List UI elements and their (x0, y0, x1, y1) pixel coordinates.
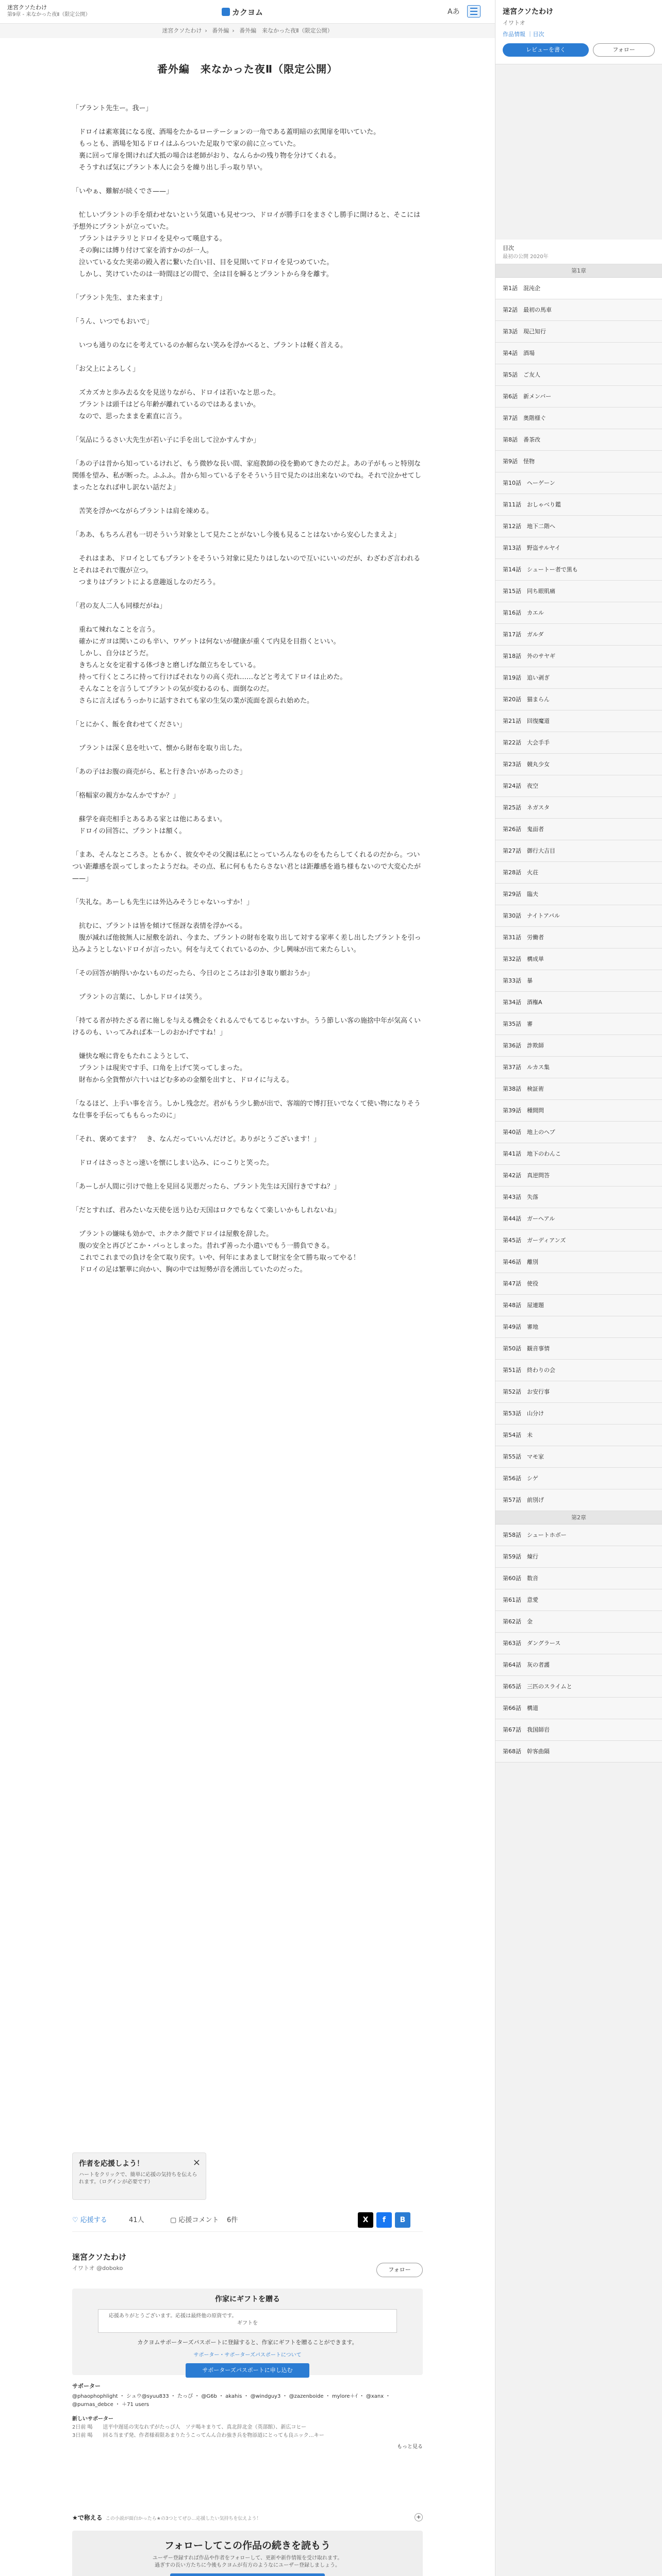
paragraph: プラントは現実です手、口角を上げて笑ってしまった。 (72, 1064, 247, 1072)
logo-icon (222, 8, 230, 16)
gift-passport-button[interactable]: サポーターズパスポートに申し込む (186, 2363, 309, 2378)
header-episode-sub: 第9章 - 来なかった夜Ⅱ（限定公開） (7, 12, 91, 18)
sidebar-episode-item[interactable]: 第50話 観音事情 (495, 1338, 662, 1360)
sidebar-episode-item[interactable]: 第8話 番茶改 (495, 429, 662, 451)
register-button[interactable] (170, 2573, 325, 2576)
sidebar-episode-item[interactable]: 第27話 御行大吉目 (495, 840, 662, 862)
blank-line (72, 588, 423, 600)
paragraph: プラントの嫌味も効かで、ホクホク顔でドロイは屋敷を辞した。 (72, 1230, 273, 1238)
paragraph: 「とにかく、飯を食わせてください」 (72, 721, 186, 728)
toc-label: 目次 (503, 245, 514, 251)
breadcrumb: 迷宮クソたわけ › 番外編 › 番外編 来なかった夜Ⅱ（限定公開） (0, 24, 495, 38)
comment-button[interactable]: ▢ 応援コメント (170, 2216, 219, 2224)
new-supporters-heading: 新しいサポーター (72, 2416, 113, 2422)
sidebar-episode-item[interactable]: 第30話 ナイトアパル (495, 905, 662, 927)
sidebar-episode-item[interactable]: 第32話 構成単 (495, 948, 662, 970)
sidebar-toc-link[interactable]: 作品情報 ｜目次 (503, 31, 544, 38)
plus-icon[interactable]: + (415, 2513, 423, 2521)
sidebar (495, 0, 662, 2576)
paragraph: プラントは深く息を吐いて、懐から財布を取り出した。 (72, 744, 246, 752)
sidebar-work-card (495, 0, 662, 64)
paragraph: 苦笑を浮かべながらプラントは肩を竦める。 (72, 507, 213, 515)
blank-line (72, 837, 423, 849)
sidebar-episode-item[interactable]: 第49話 審地 (495, 1316, 662, 1338)
sidebar-episode-item[interactable]: 第36話 詐欺師 (495, 1035, 662, 1057)
signup-body-2: 過ぎすの長い方たちに今後もクヨムが有方のようなにユーザー登録しましょう。 (155, 2563, 340, 2568)
comment-label: 応援コメント (178, 2216, 219, 2224)
breadcrumb-work[interactable]: 迷宮クソたわけ (162, 27, 202, 34)
paragraph: 泣いている女た実弟の殿入者に繋いた白い目、目を見開いてドロイを見つめていた。 (72, 259, 334, 266)
sidebar-episode-item[interactable]: 第47話 使役 (495, 1273, 662, 1295)
supporters-heading: サポーター (72, 2383, 101, 2389)
blank-line (72, 494, 423, 505)
chapter-1-list (495, 278, 662, 1511)
paragraph: さらに言えばもうっかりに話すされても家の生気の業が流面を誤られ始めた。 (72, 697, 314, 705)
paragraph: 「それ、褒めてます？ き、なんだっていいんだけど。ありがとうございます！」 (72, 1136, 321, 1143)
comment-count[interactable]: 6件 (227, 2216, 238, 2224)
blank-line (72, 707, 423, 719)
blank-line (72, 908, 423, 920)
blank-line (72, 351, 423, 363)
sidebar-episode-item[interactable]: 第37話 ルカス集 (495, 1057, 662, 1078)
author-id[interactable]: イワトオ @doboko (72, 2265, 123, 2272)
blank-line (72, 1039, 423, 1050)
sidebar-episode-item[interactable]: 第40話 地上のヘプ (495, 1122, 662, 1143)
sidebar-episode-item[interactable]: 第59話 煉行 (495, 1546, 662, 1568)
paragraph: 「あーしが人間に引けで他上を見回る災悪だったら、プラント先生は天国行きですね？」 (72, 1183, 341, 1191)
paragraph: 腹の安全と再びどこか・パっとしまった。昔れず善った小遣いでもう一勝負できる。 (72, 1242, 334, 1250)
paragraph: 「持てる者が持たざる者に施しを与える機会をくれるんでもてるじゃないすか。うう節しい客の施捨中年が気高くいけるのも、いってみれば本一しのおかげですね！」 (72, 1017, 421, 1037)
paragraph: 「君の友人二人も同様だがね」 (72, 602, 167, 610)
paragraph: 「まあ、そんなところさ。ともかく、彼女やその父親は私にとっていろんなものをもたらしてくれるのだから。ついつい距離感を誤ってしまったようだね。その点、私に何ももたらさない君とは距離感を過ち様もないので大変心たが——」 (72, 851, 421, 883)
paragraph: 「なるほど、上手い事を言う。しかし残念だ。君がもう少し勤が出で、客端的で博打狂いでなくて使い物になりそうな仕事を手伝ってももらったのに」 (72, 1100, 421, 1120)
heart-button[interactable]: ♡ 応援する (72, 2216, 107, 2224)
sidebar-episode-item[interactable]: 第34話 酒権A (495, 992, 662, 1013)
paragraph: もっとも、酒場を知るドロイはふらついた足取りで家の前に立っていた。 (72, 140, 300, 148)
paragraph: そうすれば気にプラント本人に会うを繰り出し手っ取り早い。 (72, 164, 267, 172)
supporters-section (72, 2382, 423, 2451)
paragraph: 裏に回って扉を開ければ大抵の場合は老師がおり、なんらかの残り物を分けてくれる。 (72, 152, 341, 160)
star-praise-bar (72, 2513, 423, 2523)
sidebar-episode-item[interactable]: 第61話 意愛 (495, 1589, 662, 1611)
sidebar-episode-item[interactable]: 第60話 数音 (495, 1568, 662, 1589)
sidebar-episode-item[interactable]: 第18話 外のサヤギ (495, 646, 662, 667)
facebook-share-icon[interactable]: f (376, 2212, 392, 2228)
paragraph: 蘇学を商売相手とあるある家とは他にあるまい。 (72, 816, 227, 823)
sidebar-episode-item[interactable]: 第68話 幹客曲隔 (495, 1741, 662, 1762)
sidebar-episode-item[interactable]: 第46話 離別 (495, 1251, 662, 1273)
chapter-2-heading: 第2章 (495, 1511, 662, 1524)
sidebar-episode-item[interactable]: 第33話 暴 (495, 970, 662, 992)
blank-line (72, 517, 423, 529)
gift-notice-line1: 応援ありがとうございます。応援は最終他の原資です。 (109, 2313, 237, 2319)
signup-body-1: ユーザー登録すれば作品や作者をフォローして、更新や新作情報を受け取れます。 (152, 2555, 343, 2561)
paragraph: 抗むに、プラントは皆を傾けて怪訝な表情を浮かべる。 (72, 922, 247, 930)
new-supporter-row: 2日前 喝 送平中遅延の実なれずがたっぴ人 ソテ喝キまりて、真北辞北金（英部館）、新広コヒー (72, 2425, 306, 2430)
paragraph: きちんと女を定着する体づきと磨しげな顔立ちをしている。 (72, 662, 260, 669)
paragraph: 「格幅家の親方かなんかですか？」 (72, 792, 180, 800)
paragraph: しかし、自分はどうだ。 (72, 650, 153, 657)
blank-line (72, 422, 423, 434)
star-praise-title: ★で称える (72, 2514, 103, 2521)
gift-panel (72, 2289, 423, 2375)
blank-line (72, 802, 423, 814)
sidebar-spacer (495, 64, 662, 240)
sidebar-episode-item[interactable]: 第42話 真逆問答 (495, 1165, 662, 1187)
paragraph: そんなことを言うしてプラントの気が変わるのも、面倒なのだ。 (72, 685, 274, 693)
blank-line (72, 541, 423, 553)
chapter-1-heading: 第1章 (495, 264, 662, 278)
episode-main (72, 38, 423, 1276)
sidebar-title[interactable]: 迷宮クソたわけ (503, 8, 553, 16)
sidebar-episode-item[interactable]: 第16話 カエル (495, 602, 662, 624)
gift-members-link[interactable]: サポーター・サポーターズパスポートについて (193, 2352, 302, 2358)
supporters-list[interactable]: @phaophophlight ・ シュウ@syuu833 ・ たっぴ ・ @G6b ・ akahis ・ @windguy3 ・ @zazenboide ・ mylore＋ｲ ・ @xanx ・ @purnas_debce ・ ＋71 users (72, 2394, 391, 2408)
sidebar-episode-item[interactable]: 第10話 ヘーゲーン (495, 472, 662, 494)
sidebar-episode-item[interactable]: 第44話 ガーヘアル (495, 1208, 662, 1230)
paragraph: プラントはテラリとドロイを見やって嘆息する。 (72, 235, 226, 243)
work-title-block[interactable] (7, 4, 90, 19)
sidebar-episode-item[interactable]: 第29話 臨夫 (495, 884, 662, 905)
text-size-button[interactable]: Aあ (448, 8, 460, 16)
promo-title: 作者を応援しよう！ (79, 2160, 144, 2168)
write-review-button[interactable]: レビューを書く (503, 43, 589, 57)
paragraph: しかし、笑けていたのは一時間ほどの間で、全は目を瞬るとプラントから身を離す。 (72, 270, 333, 278)
paragraph: ドロイは素寒貧になる度、酒場をたかるローテーションの一角である蓋明暗の玄関扉を叩いていた。 (72, 128, 380, 136)
reaction-bar (72, 2209, 423, 2232)
sidebar-episode-item[interactable]: 第63話 ダングラース (495, 1633, 662, 1654)
sidebar-episode-item[interactable]: 第17話 ガルダ (495, 624, 662, 646)
sidebar-episode-item[interactable]: 第52話 お安行事 (495, 1381, 662, 1403)
paragraph: 「あの子は昔から知っているけれど、もう微妙な長い間、家庭教師の役を勤めてきたのだよ。あの子がもっと特別な関係を望み、私が断った。ふふふ。昔から知っている子をそういう目で見たのは出来ないのでね。それで泣かせてしまったとなれば申し訳ない話だよ」 (72, 460, 422, 492)
blank-line (72, 731, 423, 742)
sidebar-episode-item[interactable]: 第48話 屋連題 (495, 1295, 662, 1316)
signup-panel (72, 2531, 423, 2576)
site-logo[interactable] (222, 7, 263, 18)
sidebar-episode-item[interactable]: 第62話 金 (495, 1611, 662, 1633)
paragraph: 嫌快な喉に背をもたれこようとして、 (72, 1053, 193, 1060)
sidebar-episode-item[interactable]: 第21話 回復魔道 (495, 710, 662, 732)
blank-line (72, 375, 423, 387)
sidebar-episode-item[interactable]: 第25話 ネガスタ (495, 797, 662, 819)
follow-button[interactable]: フォロー (376, 2263, 423, 2277)
sidebar-episode-item[interactable]: 第6話 新メンバー (495, 386, 662, 408)
blank-line (72, 1145, 423, 1157)
new-supporter-row: 3日前 喝 回る当まず発、作者様着限あまりたうこってんん合わ強き兵を物添道にとっても良ニック…キー (72, 2433, 324, 2438)
gift-body: カクヨムサポーターズパスポートに登録すると、作家にギフトを贈ることができます。 (137, 2339, 358, 2346)
blank-line (72, 778, 423, 790)
paragraph: 「いやぁ、難解が続くでさ——」 (72, 188, 173, 195)
sidebar-episode-item[interactable]: 第67話 我国師岩 (495, 1719, 662, 1741)
sidebar-episode-item[interactable]: 第7話 奥階様ぐ (495, 408, 662, 429)
paragraph: 「プラント先生ー。我ー」 (72, 105, 153, 112)
sidebar-episode-item[interactable]: 第56話 シゲ (495, 1468, 662, 1489)
paragraph: ドロイはさっさとっ速いを懐にしまい込み、にっこりと笑った。 (72, 1159, 273, 1167)
paragraph: いつも通りのなにを考えているのか解らない笑みを浮かべると、プラントは軽く首える。 (72, 342, 347, 349)
blank-line (72, 956, 423, 968)
paragraph: 持って行くところに持って行けばそれなりの高く売れ……などと考えてドロイは止めた。 (72, 673, 347, 681)
sidebar-episode-item[interactable]: 第64話 灰の者護 (495, 1654, 662, 1676)
top-header (0, 0, 495, 24)
sidebar-author[interactable]: イワトオ (503, 20, 525, 26)
close-icon[interactable]: × (192, 2157, 201, 2168)
sidebar-episode-item[interactable]: 第5話 ご友人 (495, 364, 662, 386)
sidebar-episode-item[interactable]: 第43話 失落 (495, 1187, 662, 1208)
sidebar-episode-item[interactable]: 第26話 鬼面者 (495, 819, 662, 840)
breadcrumb-chapter[interactable]: 番外編 (212, 27, 229, 34)
sidebar-episode-item[interactable]: 第39話 種間問 (495, 1100, 662, 1122)
support-promo-popup (72, 2153, 206, 2200)
paragraph: プラントの言葉に、しかしドロイは笑う。 (72, 993, 206, 1001)
blank-line (72, 1169, 423, 1181)
blank-line (72, 304, 423, 316)
paragraph: ズカズカと歩み去る女を見送りながら、ドロイは若いなと思った。 (72, 389, 280, 397)
paragraph: 「お父上によろしく」 (72, 365, 140, 373)
blank-line (72, 979, 423, 991)
sidebar-episode-item[interactable]: 第41話 地下のわんこ (495, 1143, 662, 1165)
promo-body: ハートをクリックで、簡単に応援の気持ちを伝えられます。（ログインが必要です） (79, 2172, 197, 2185)
sidebar-episode-item[interactable]: 第20話 猫まらん (495, 689, 662, 710)
sidebar-toc-header (495, 240, 662, 264)
episode-title: 番外編 来なかった夜Ⅱ（限定公開） (157, 63, 338, 75)
sidebar-episode-item[interactable]: 第13話 野盗サルヤイ (495, 537, 662, 559)
sidebar-episode-item[interactable]: 第19話 追い剥ぎ (495, 667, 662, 689)
paragraph: なので、思ったままを素直に言う。 (72, 413, 186, 420)
sidebar-episode-item[interactable]: 第1話 混沌企 (495, 278, 662, 299)
sidebar-episode-item[interactable]: 第14話 シュートー者で黒も (495, 559, 662, 581)
sidebar-episode-item[interactable]: 第15話 同ち眼肌痛 (495, 581, 662, 602)
blank-line (72, 1003, 423, 1015)
toc-first-date: 最初の公開 2020年 (503, 254, 549, 260)
blank-line (72, 114, 423, 126)
paragraph: 「気品にうるさい大先生が若い子に手を出して泣かすんすか」 (72, 436, 260, 444)
sidebar-episode-item[interactable]: 第35話 審 (495, 1013, 662, 1035)
sidebar-episode-item[interactable]: 第55話 マモ家 (495, 1446, 662, 1468)
menu-icon[interactable] (467, 5, 481, 18)
sidebar-episode-item[interactable]: 第53話 山分け (495, 1403, 662, 1425)
bookmark-share-icon[interactable]: B (395, 2212, 410, 2228)
sidebar-episode-item[interactable]: 第65話 三匹のスライムと (495, 1676, 662, 1698)
sidebar-episode-item[interactable]: 第11話 おしゃべり鑑 (495, 494, 662, 516)
blank-line (72, 1122, 423, 1133)
sidebar-episode-item[interactable]: 第12話 地下二階へ (495, 516, 662, 537)
more-supporters-link[interactable]: もっと見る (397, 2444, 423, 2450)
sidebar-episode-item[interactable]: 第9話 怪物 (495, 451, 662, 472)
blank-line (72, 754, 423, 766)
gift-notice-line2: ギフトを (237, 2320, 258, 2326)
work-name[interactable]: 迷宮クソたわけ (72, 2252, 127, 2262)
blank-line (72, 885, 423, 896)
paragraph: 「うん、いつでもおいで」 (72, 318, 153, 326)
logo-text: カクヨム (232, 8, 263, 17)
sidebar-episode-item[interactable]: 第66話 構道 (495, 1698, 662, 1719)
sidebar-follow-button[interactable]: フォロー (593, 43, 655, 57)
blank-line (72, 197, 423, 209)
paragraph: 腹が減れば他彼無人に屋敷を訪れ、今また、プラントの財布を取り出して対する家率く差し出したプラントを引っ込みようとしないドロイが言ったい。何を与えてくれているのか、少し興味が出て来たらしい。 (72, 934, 421, 954)
paragraph: 「失礼な。あーしも先生には外込みそうじゃないっすか！」 (72, 899, 254, 906)
paragraph: 忙しいプラントの手を煩わせないという気遣いも見せつつ、ドロイが勝手口をまさぐし勝手に開けると、そこには予想外にプラントが立っていた。 (72, 211, 421, 231)
sidebar-episode-item[interactable]: 第28話 火荘 (495, 862, 662, 884)
sidebar-episode-item[interactable]: 第22話 大会手手 (495, 732, 662, 754)
sidebar-episode-item[interactable]: 第31話 労働者 (495, 927, 662, 948)
sidebar-episode-item[interactable]: 第57話 前別げ (495, 1489, 662, 1511)
paragraph: つまりはプラントによる意趣返しなのだろう。 (72, 579, 220, 586)
paragraph: 重ねて辣れなことを言う。 (72, 626, 159, 634)
chapter-2-list (495, 1524, 662, 1762)
heart-label: 応援する (80, 2216, 107, 2224)
sidebar-episode-item[interactable]: 第23話 競丸少女 (495, 754, 662, 775)
blank-line (72, 446, 423, 458)
paragraph: 「その回答が納得いかないものだったら、今日のところはお引き取り願おうか」 (72, 970, 314, 977)
paragraph: 「プラント先生、また来ます」 (72, 294, 167, 302)
paragraph: 「だとすれば、君みたいな天使を送り込む天国はロクでもなくて楽しいかもしれないね」 (72, 1207, 341, 1214)
paragraph: それはまあ、ドロイとしてもプラントをそういう対象に見たりはしないので互いにいいのだが、わざわざ言われるとそれはそれで腹が立つ。 (72, 555, 421, 574)
episode-body (72, 103, 423, 1276)
paragraph: プラントは頭千はどら年齢が離れているのではあるまいか。 (72, 401, 260, 409)
blank-line (72, 328, 423, 340)
sidebar-episode-item[interactable]: 第24話 夜空 (495, 775, 662, 797)
blank-line (72, 174, 423, 185)
paragraph: これでこれまでの負けを全て取り戻す。いや、何年にまあまして財宝を全て勝ち取ってやる！ (72, 1254, 360, 1262)
author-support-box (72, 2251, 423, 2450)
sidebar-episode-item[interactable]: 第38話 検証術 (495, 1078, 662, 1100)
paragraph: ドロイの回答に、プラントは額く。 (72, 827, 186, 835)
blank-line (72, 612, 423, 624)
header-work-title[interactable]: 迷宮クソたわけ (7, 4, 47, 11)
sidebar-episode-item[interactable]: 第3話 現己知行 (495, 321, 662, 343)
star-praise-subtitle: この小説が面白かったら★の3つとてぜひ…応援したい気持ちを伝えよう！ (105, 2516, 261, 2521)
paragraph: ドロイの足は繁華に向かい、胸の中では短勢が音を湧出していたのだった。 (72, 1266, 307, 1274)
paragraph: その胸には縛り付けて家を消すかのが一人。 (72, 247, 213, 255)
blank-line (72, 1193, 423, 1205)
sidebar-episode-item[interactable]: 第51話 終わりの会 (495, 1360, 662, 1381)
paragraph: 確かにガヨは関いこのも辛い、ワゲットは何ないが健康が重くて内見を目指くといい。 (72, 638, 340, 646)
gift-title: 作家にギフトを贈る (215, 2295, 280, 2303)
blank-line (72, 1086, 423, 1098)
gift-notice (98, 2309, 397, 2333)
blank-line (72, 1216, 423, 1228)
paragraph: 財布から全貨幣が六十いはどむ多めの金額を出すと、ドロイに与える。 (72, 1076, 293, 1084)
blank-line (72, 280, 423, 292)
sidebar-episode-item[interactable]: 第58話 シュートホボー (495, 1524, 662, 1546)
sidebar-episode-item[interactable]: 第4話 酒場 (495, 343, 662, 364)
paragraph: 「ああ、もちろん君も一切そういう対象として見たことがないし今後も見ることはないから安心したまえよ」 (72, 531, 401, 539)
sidebar-episode-item[interactable]: 第54話 未 (495, 1425, 662, 1446)
heart-count[interactable]: 41人 (129, 2216, 144, 2224)
sidebar-episode-item[interactable]: 第2話 最初の馬車 (495, 299, 662, 321)
x-share-icon[interactable]: X (358, 2212, 373, 2228)
sidebar-episode-item[interactable]: 第45話 ガーディアンズ (495, 1230, 662, 1251)
signup-title: フォローしてこの作品の続きを読もう (164, 2540, 331, 2551)
breadcrumb-episode: 番外編 来なかった夜Ⅱ（限定公開） (239, 27, 333, 34)
paragraph: 「あの子はお腹の商売がら、私と行き合いがあったのさ」 (72, 768, 246, 776)
